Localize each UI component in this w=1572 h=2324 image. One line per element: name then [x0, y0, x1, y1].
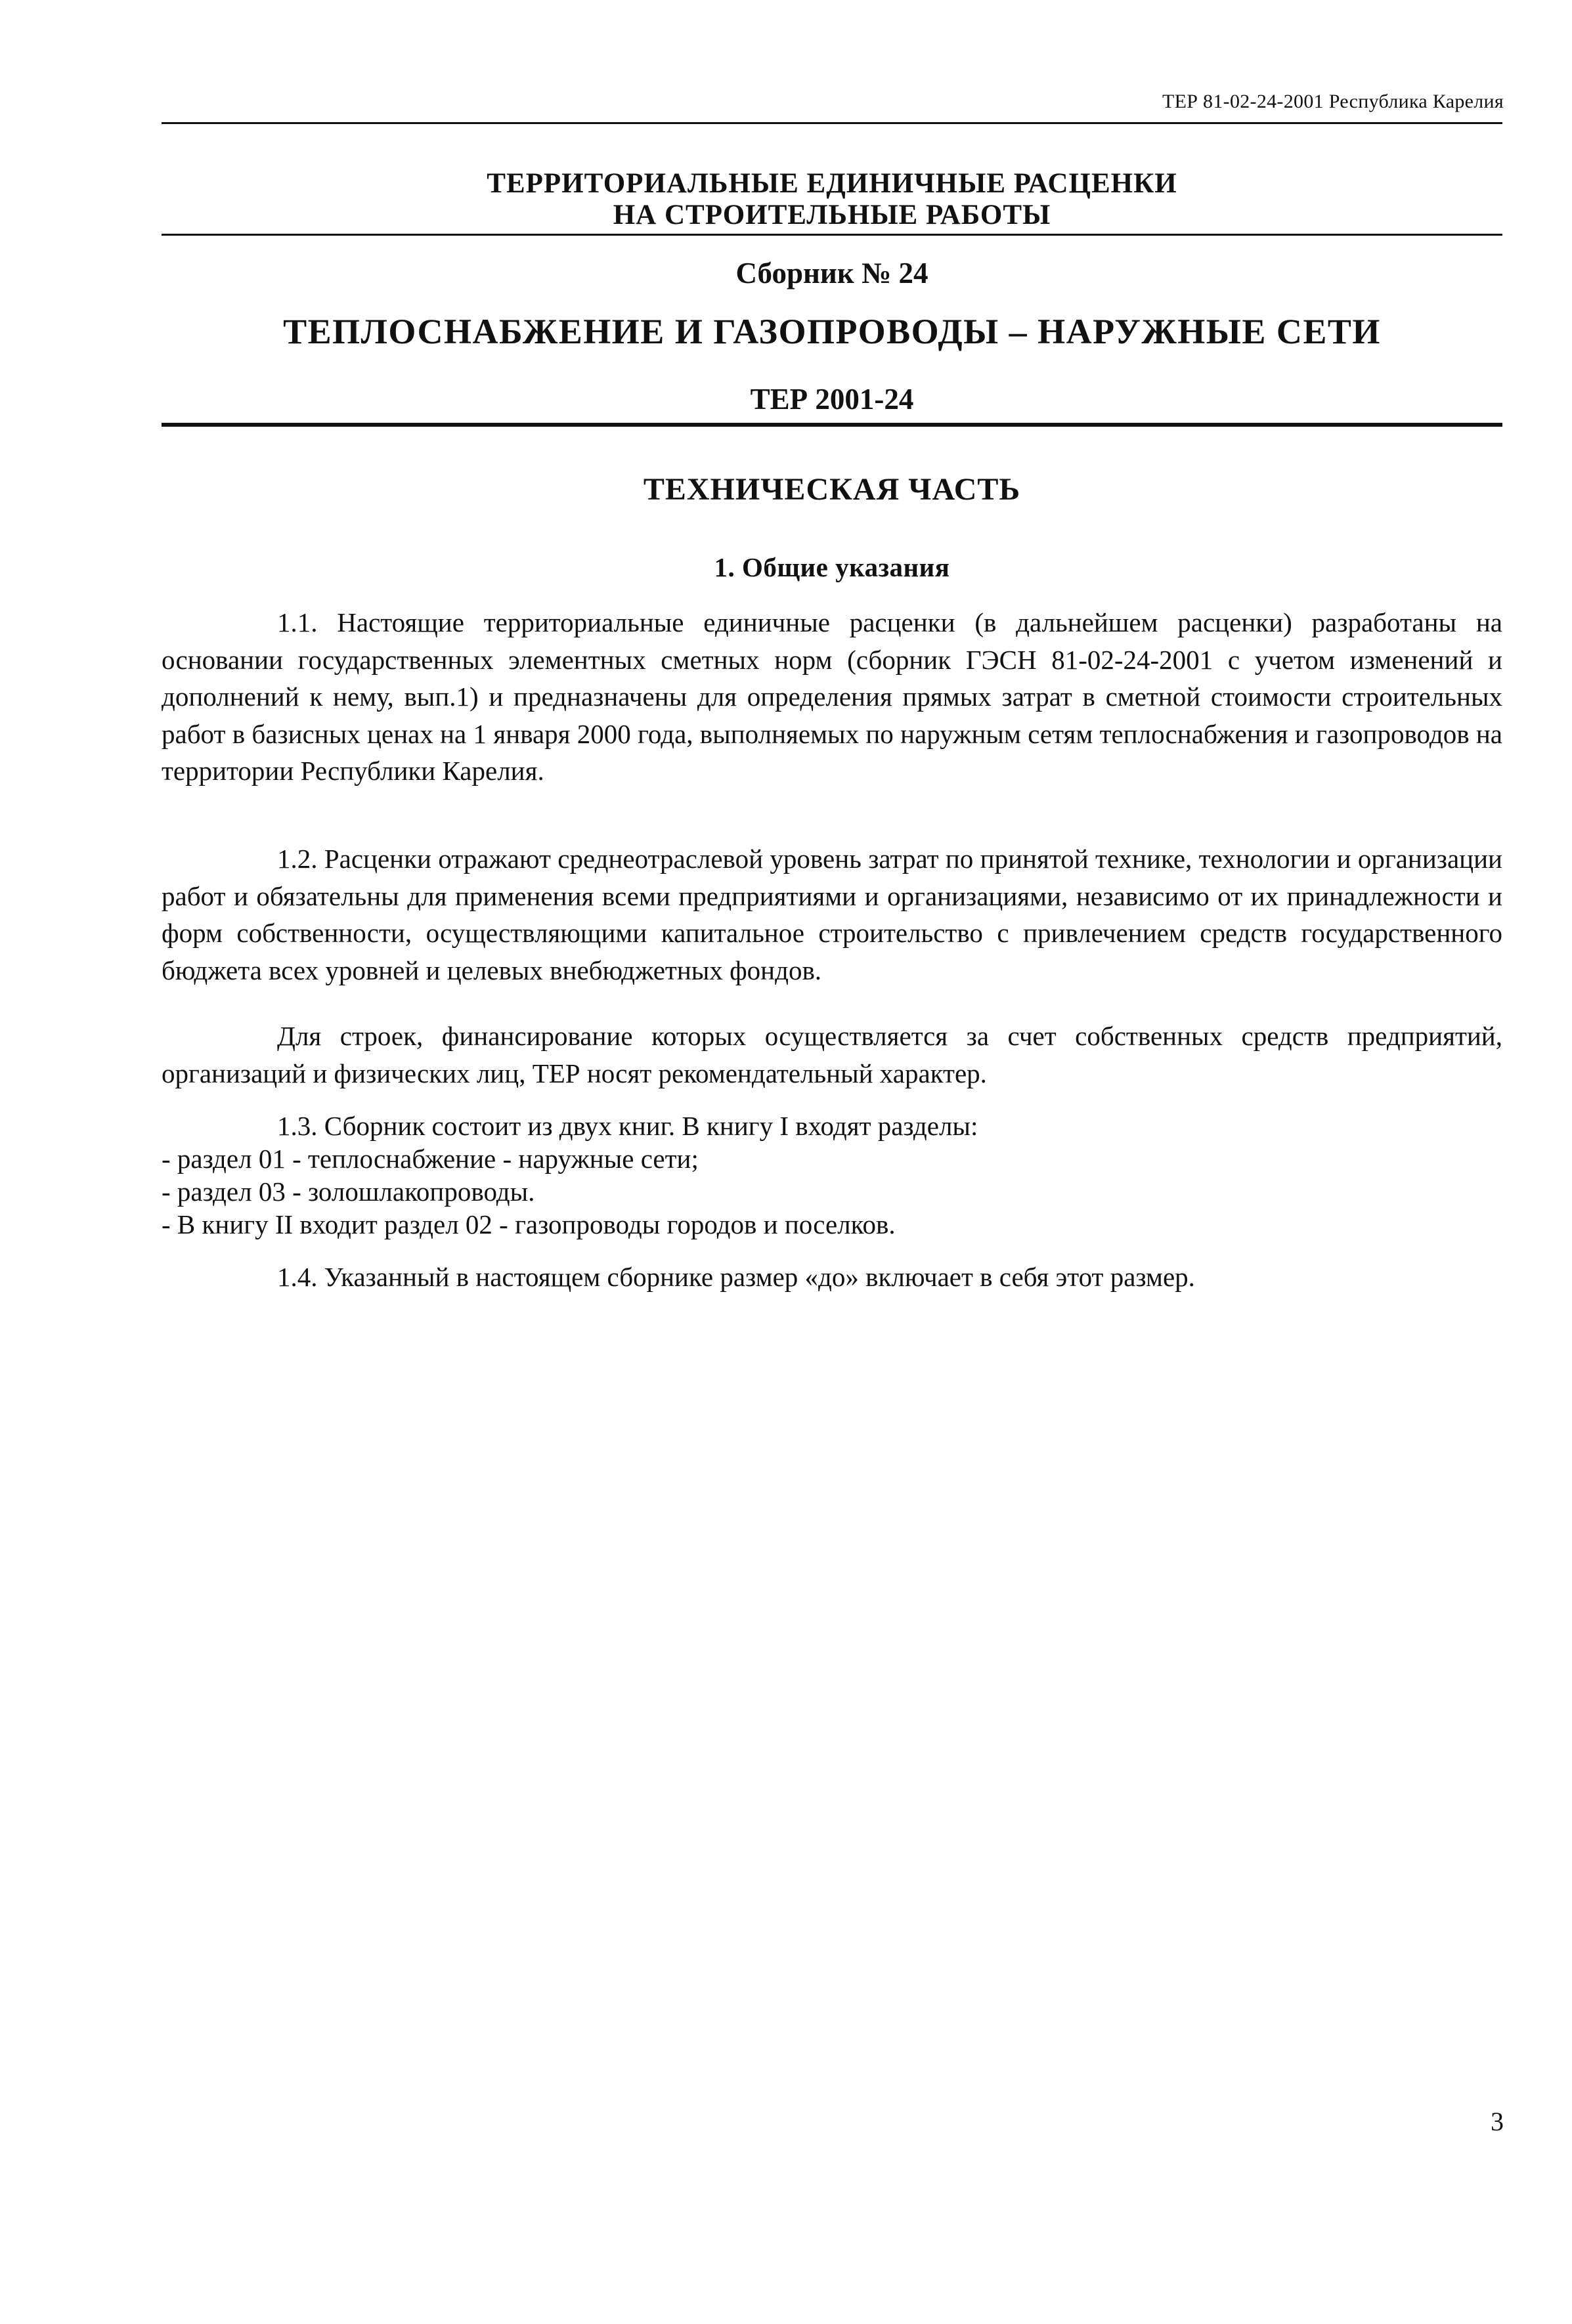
- title-line-1: ТЕРРИТОРИАЛЬНЫЕ ЕДИНИЧНЫЕ РАСЦЕНКИ: [487, 168, 1177, 199]
- list-item: - раздел 03 - золошлакопроводы.: [162, 1176, 535, 1207]
- section-subtitle: 1. Общие указания: [714, 552, 950, 582]
- header-rule: [162, 122, 1502, 124]
- main-title: ТЕПЛОСНАБЖЕНИЕ И ГАЗОПРОВОДЫ – НАРУЖНЫЕ СЕТИ: [283, 312, 1381, 351]
- title-line-2: НА СТРОИТЕЛЬНЫЕ РАБОТЫ: [613, 200, 1051, 230]
- paragraph-1-2: 1.2. Расценки отражают среднеотраслевой уровень затрат по принятой технике, технологии и организации работ и обязательны для применения всеми предприятиями и организациями, независимо от их принадлежности и форм собственности, осуществляющими капитальное строительство с привлечением средств государственного бюджета всех уровней и целевых внебюджетных фондов.: [162, 844, 1502, 985]
- running-header: ТЕР 81-02-24-2001 Республика Карелия: [1162, 91, 1504, 112]
- section-title: ТЕХНИЧЕСКАЯ ЧАСТЬ: [643, 472, 1021, 507]
- title-rule: [162, 234, 1502, 236]
- paragraph-1-1: 1.1. Настоящие территориальные единичные расценки (в дальнейшем расценки) разработаны на основании государственных элементных сметных норм (сборник ГЭСН 81-02-24-2001 с учетом изменений и дополнений к нему, вып.1) и предназначены для определения прямых затрат в сметной стоимости строительных работ в базисных ценах на 1 января 2000 года, выполняемых по наружным сетям теплоснабжения и газопроводов на территории Республики Карелия.: [162, 607, 1502, 786]
- paragraph-1-2-note: Для строек, финансирование которых осуществляется за счет собственных средств предприятий, организаций и физических лиц, ТЕР носят рекомендательный характер.: [162, 1021, 1502, 1088]
- document-code: ТЕР 2001-24: [750, 383, 914, 416]
- paragraph-1-4: 1.4. Указанный в настоящем сборнике размер «до» включает в себя этот размер.: [277, 1262, 1195, 1292]
- list-item: - раздел 01 - теплоснабжение - наружные сети;: [162, 1144, 699, 1174]
- paragraph-1-3: 1.3. Сборник состоит из двух книг. В книгу I входят разделы:: [277, 1111, 978, 1141]
- page-number: 3: [1491, 2107, 1504, 2136]
- collection-number: Сборник № 24: [735, 257, 928, 290]
- code-rule: [162, 423, 1502, 427]
- list-item: - В книгу II входит раздел 02 - газопроводы городов и поселков.: [162, 1209, 896, 1239]
